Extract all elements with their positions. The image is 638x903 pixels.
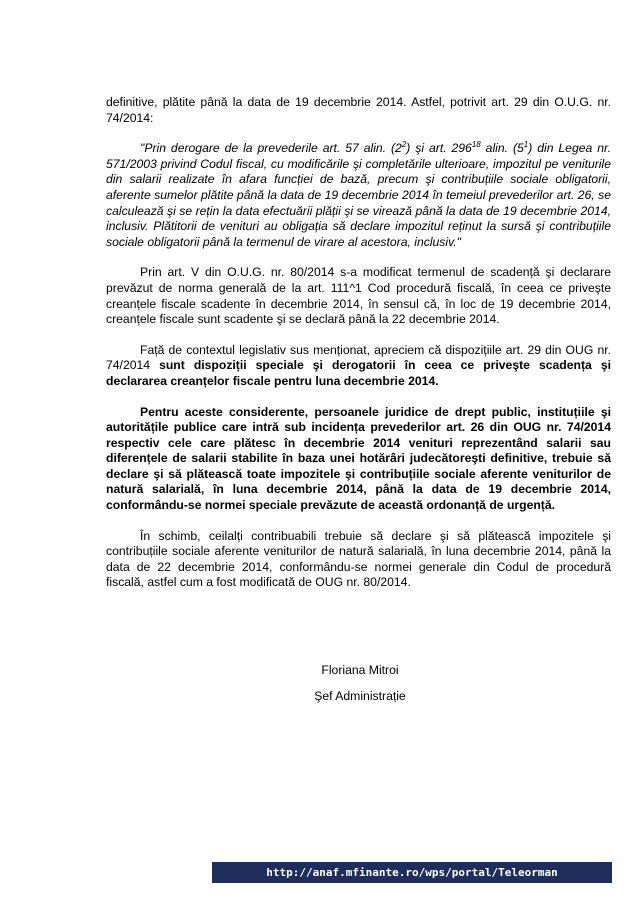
footer-url-bar — [212, 862, 612, 883]
quote-part-4: ) din Legea nr. 571/2003 privind Codul fiscal, cu modificările şi completările ulterioare, impozitul pe veniturile din salarii realizate în afara funcției de bază, precum şi contribuțiile sociale obligatorii, aferente sumelor plătite până la data de 19 decembrie 2014 în temeiul prevederilor art. 26, se calculează şi se rețin la data efectuării plății şi se virează până la data de 19 decembrie 2014, inclusiv. Plătitorii de venituri au obligația să declare impozitul reținut la sursă şi contribuțiile sociale obligatorii până la termenul de virare al acestora, inclusiv." — [106, 141, 611, 249]
paragraph-public-entities — [106, 405, 611, 514]
superscript-3: 1 — [523, 140, 529, 150]
quote-part-2: ) şi art. 296 — [406, 141, 472, 156]
document-body — [106, 95, 611, 606]
paragraph-oug-80: Prin art. V din O.U.G. nr. 80/2014 s-a modificat termenul de scadență şi declarare prevăzut de norma generală de la art. 111^1 Cod procedură fiscală, în ceea ce priveşte creanțele fiscale scadente în decembrie 2014, în sensul că, în loc de 19 decembrie 2014, creanțele fiscale sunt scadente şi se declară până la 22 decembrie 2014. — [106, 265, 611, 327]
paragraph-context — [106, 343, 611, 390]
signatory-name: Floriana Mitroi — [321, 663, 399, 677]
public-entities-text: Pentru aceste considerente, persoanele juridice de drept public, instituțiile şi autoritățile publice care intră sub incidența prevederilor art. 26 din OUG nr. 74/2014 respectiv cele care plătesc în decembrie 2014 venituri reprezentând salarii sau diferențele de salarii stabilite în baza unei hotărâri judecătoreşti definitive, trebuie să declare şi să plătească toate impozitele şi contribuțiile sociale aferente veniturilor de natură salarială, în luna decembrie 2014, până la data de 19 decembrie 2014, conformându-se normei speciale prevăzute de această ordonanță de urgență. — [106, 404, 611, 513]
signature-block — [300, 657, 420, 709]
signatory-title: Şef Administrație — [314, 689, 406, 703]
legal-quote — [106, 141, 611, 250]
paragraph-other-taxpayers: În schimb, ceilalți contribuabili trebuie să declare şi să plătească impozitele şi contribuțiile sociale aferente veniturilor de natură salarială, în luna decembrie 2014, până la data de 22 decembrie 2014, conformându-se normei generale din Codul de procedură fiscală, astfel cum a fost modificată de OUG nr. 80/2014. — [106, 528, 611, 590]
context-text: Față de contextul legislativ sus menționat, apreciem că dispozițiile art. 29 din OUG nr. 74/2014 — [106, 342, 611, 373]
context-emphasis: sunt dispoziții speciale şi derogatorii în ceea ce priveşte scadența şi declararea creanțelor fiscale pentru luna decembrie 2014. — [106, 358, 611, 388]
paragraph-continuation: definitive, plătite până la data de 19 decembrie 2014. Astfel, potrivit art. 29 din O.U.G. nr. 74/2014: — [106, 95, 611, 125]
superscript-1: 2 — [401, 140, 407, 150]
superscript-2: 18 — [471, 140, 481, 150]
quote-part-3: alin. (5 — [480, 141, 524, 156]
quote-part-1: "Prin derogare de la prevederile art. 57 alin. (2 — [140, 141, 402, 156]
footer-url-link[interactable]: http://anaf.mfinante.ro/wps/portal/Teleorman — [266, 866, 558, 879]
